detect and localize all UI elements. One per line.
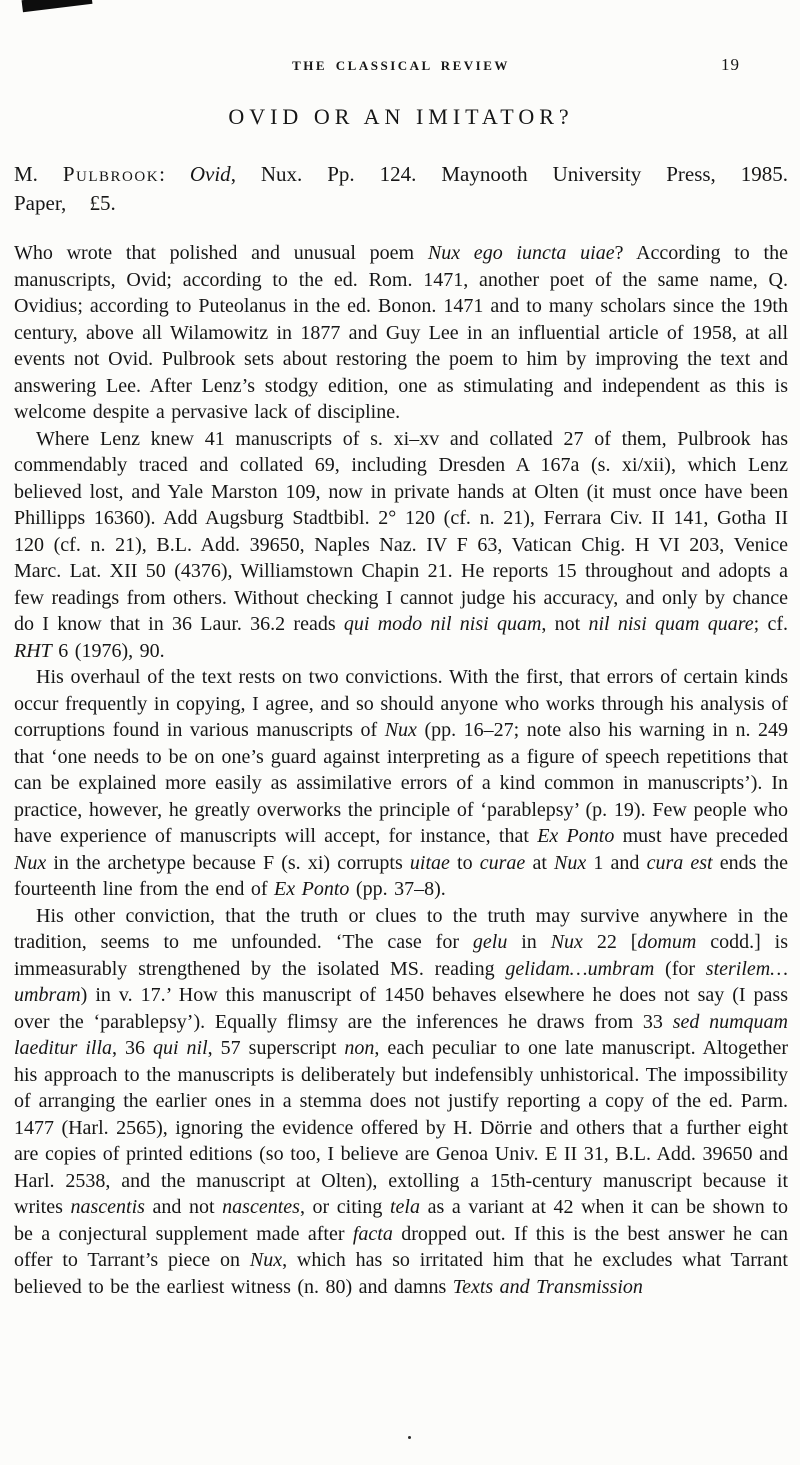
smallcaps-run: Pulbrook <box>62 162 160 186</box>
text-run: M. <box>14 162 63 186</box>
text-run: 1 and <box>586 851 647 874</box>
book-citation <box>14 160 788 218</box>
paragraph-1 <box>14 240 788 426</box>
text-run: must have preceded <box>614 825 788 847</box>
italic-run: gelidam…umbram <box>505 957 655 980</box>
text-run: codd.] is immeasurably strengthened by the isolated MS. reading <box>14 931 788 980</box>
text-run: His other conviction, that the truth or clues to the truth may survive anywhere in the tradition, seems to me unfounded. ‘The case for <box>14 904 788 953</box>
page-number: 19 <box>721 55 740 74</box>
italic-run: Nux <box>14 851 47 874</box>
text-run: His overhaul of the text rests on two convictions. With the first, that errors of certain kinds occur frequently in copying, I agree, and so should anyone who works through his analysis of corruptions found in various manuscripts of <box>14 666 788 741</box>
italic-run: gelu <box>472 931 508 953</box>
scan-artifact <box>22 0 93 12</box>
italic-run: Nux ego iuncta uiae <box>427 242 615 264</box>
ink-dot <box>408 1436 411 1439</box>
italic-run: Nux <box>554 851 587 874</box>
text-run: as a variant at 42 when it can be shown to be a conjectural supplement made after <box>14 1196 788 1245</box>
text-run: to <box>449 851 480 874</box>
paragraph-3 <box>14 664 788 903</box>
text-run: in the archetype because F (s. xi) corrupts <box>46 851 410 874</box>
text-run: dropped out. If this is the best answer he can offer to Tarrant’s piece on <box>14 1222 788 1271</box>
article-title: OVID OR AN IMITATOR? <box>228 104 574 129</box>
paragraph-4 <box>14 903 788 1301</box>
italic-run: qui nil <box>153 1037 208 1059</box>
italic-run: Ovid <box>189 162 231 186</box>
text-run: at <box>525 851 555 874</box>
text-run: ends the fourteenth line from the end of <box>14 851 788 900</box>
text-run: (for <box>654 957 706 980</box>
text-run: 6 (1976), 90. <box>51 639 165 662</box>
italic-run: RHT <box>14 639 52 662</box>
text-run: ) in v. 17.’ How this manuscript of 1450 behaves elsewhere he does not say (I pass over the ‘parablepsy’). Equally flimsy are the inferences he draws from 33 <box>14 984 788 1033</box>
italic-run: qui modo nil nisi quam <box>343 613 542 635</box>
journal-title: THE CLASSICAL REVIEW <box>292 58 510 73</box>
text-run: ; cf. <box>753 613 789 635</box>
italic-run: Nux <box>550 931 583 953</box>
italic-run: Nux <box>384 719 417 741</box>
italic-run: non <box>344 1037 375 1059</box>
text-run: , not <box>541 613 589 635</box>
review-body <box>14 240 788 1300</box>
paragraph-2 <box>14 426 788 665</box>
text-run: , Nux. Pp. 124. Maynooth University Press, 1985. Paper, £5. <box>14 162 788 215</box>
text-run: , 57 superscript <box>207 1037 345 1059</box>
text-run: , 36 <box>112 1037 153 1059</box>
text-run: , or citing <box>299 1196 390 1218</box>
italic-run: cura est <box>646 851 713 874</box>
text-run: Where Lenz knew 41 manuscripts of s. xi–xv and collated 27 of them, Pulbrook has commendably traced and collated 69, including Dresden A 167a (s. xi/xii), which Lenz believed lost, and Yale Marston 109, now in private hands at Olten (it must once have been Phillipps 16360). Add Augsburg Stadtbibl. 2° 120 (cf. n. 21), Ferrara Civ. II 141, Gotha II 120 (cf. n. 21), B.L. Add. 39650, Naples Naz. IV F 63, Vatican Chig. H VI 203, Venice Marc. Lat. XII 50 (4376), Williamstown Chapin 21. He reports 15 throughout and adopts a few readings from others. Without checking I cannot judge his accuracy, and only by chance do I know that in 36 Laur. 36.2 reads <box>14 427 788 635</box>
text-run: in <box>507 931 551 953</box>
italic-run: Ex Ponto <box>537 825 615 847</box>
italic-run: sed numquam laeditur illa <box>14 1010 789 1059</box>
italic-run: Texts and Transmission <box>452 1275 643 1298</box>
italic-run: nascentis <box>70 1196 145 1218</box>
text-run: , each peculiar to one late manuscript. Altogether his approach to the manuscripts is deliberately but indefensibly unhistorical. The impossibility of arranging the earlier ones in a stemma does not justify reporting a copy of the ed. Parm. 1477 (Harl. 2565), ignoring the evidence offered by H. Dörrie and others that a further eight are copies of printed editions (so too, I believe are Genoa Univ. E II 31, B.L. Add. 39650 and Harl. 2538, and the manuscript at Olten), extolling a 15th-century manuscript because it writes <box>14 1037 789 1218</box>
italic-run: domum <box>637 931 697 953</box>
italic-run: tela <box>389 1196 420 1218</box>
italic-run: nascentes <box>222 1196 300 1218</box>
text-run: : <box>159 162 190 186</box>
text-run: Who wrote that polished and unusual poem <box>14 242 428 264</box>
italic-run: sterilem…umbram <box>14 957 788 1006</box>
italic-run: nil nisi quam quare <box>588 613 754 635</box>
italic-run: curae <box>479 851 526 874</box>
text-run: (pp. 16–27; note also his warning in n. 249 that ‘one needs to be on one’s guard against interpreting as a figure of speech repetitions that can be explained more easily as assimilative errors of a kind common in manuscripts’). In practice, however, he greatly overworks the principle of ‘parablepsy’ (p. 19). Few people who have experience of manuscripts will accept, for instance, that <box>14 719 788 847</box>
text-run: , which has so irritated him that he excludes what Tarrant believed to be the earliest witness (n. 80) and damns <box>14 1249 788 1298</box>
italic-run: Nux <box>249 1249 283 1271</box>
text-run: 22 [ <box>582 931 638 953</box>
page-header <box>14 55 788 78</box>
italic-run: facta <box>352 1222 393 1245</box>
text-run: and not <box>144 1196 223 1218</box>
italic-run: uitae <box>409 851 450 874</box>
italic-run: Ex Ponto <box>274 878 350 900</box>
text-run: ? According to the manuscripts, Ovid; according to the ed. Rom. 1471, another poet of the same name, Q. Ovidius; according to Puteolanus in the ed. Bonon. 1471 and to many scholars since the 19th century, above all Wilamowitz in 1877 and Guy Lee in an influential article of 1958, at all events not Ovid. Pulbrook sets about restoring the poem to him by improving the text and answering Lee. After Lenz’s stodgy edition, one as stimulating and independent as this is welcome despite a pervasive lack of discipline. <box>14 242 788 423</box>
text-run: (pp. 37–8). <box>349 878 446 900</box>
